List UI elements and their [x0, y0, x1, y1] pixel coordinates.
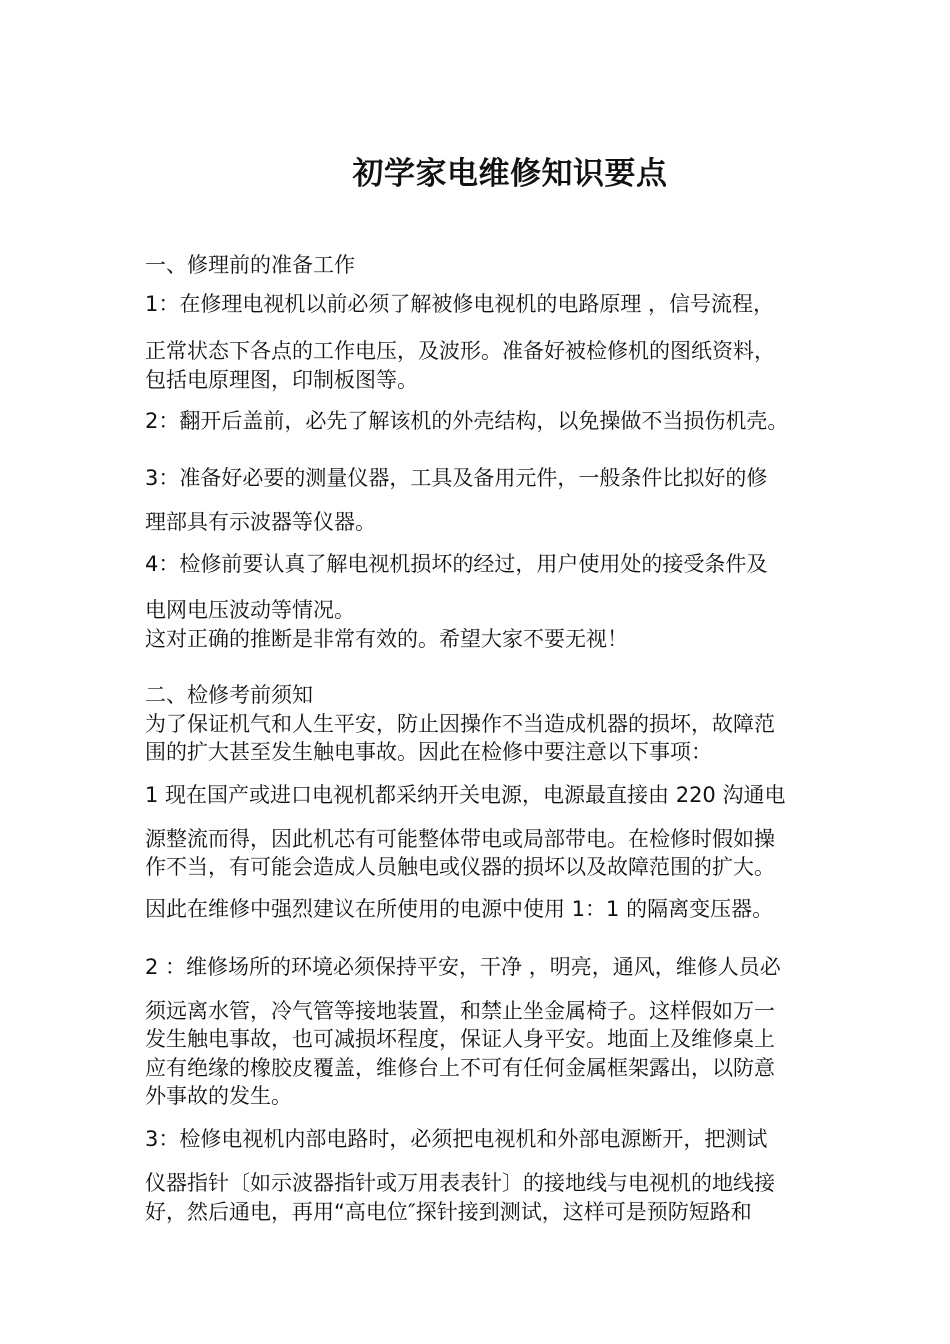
paragraph-line: 包括电原理图，印制板图等。	[145, 368, 418, 392]
paragraph-line: 这对正确的推断是非常有效的。希望大家不要无视！	[145, 627, 628, 651]
paragraph-line: 仪器指针〔如示波器指针或万用表表针〕的接地线与电视机的地线接	[145, 1171, 775, 1195]
paragraph-line: 好，然后通电，再用“高电位″探针接到测试，这样可是预防短路和	[145, 1200, 752, 1224]
paragraph-line: 应有绝缘的橡胶皮覆盖，维修台上不可有任何金属框架露出，以防意	[145, 1056, 775, 1080]
paragraph-line: 发生触电事故，也可减损坏程度，保证人身平安。地面上及维修桌上	[145, 1027, 775, 1051]
paragraph-line: 作不当，有可能会造成人员触电或仪器的损坏以及故障范围的扩大。	[145, 855, 775, 879]
paragraph-line: 须远离水管，冷气管等接地装置，和禁止坐金属椅子。这样假如万一	[145, 999, 775, 1023]
paragraph-line: 1 现在国产或进口电视机都采纳开关电源，电源最直接由 220 沟通电	[145, 783, 786, 807]
paragraph-line: 围的扩大甚至发生触电事故。因此在检修中要注意以下事项：	[145, 740, 712, 764]
paragraph-line: 3：检修电视机内部电路时，必须把电视机和外部电源断开，把测试	[145, 1127, 768, 1151]
paragraph-line: 1：在修理电视机以前必须了解被修电视机的电路原理 ，信号流程，	[145, 292, 775, 316]
paragraph-line: 外事故的发生。	[145, 1084, 292, 1108]
paragraph-line: 理部具有示波器等仪器。	[145, 510, 376, 534]
section-heading: 一、修理前的准备工作	[145, 253, 355, 277]
section-heading: 二、检修考前须知	[145, 683, 313, 707]
paragraph-line: 因此在维修中强烈建议在所使用的电源中使用 1：1 的隔离变压器。	[145, 897, 774, 921]
paragraph-line: 2：翻开后盖前，必先了解该机的外壳结构，以免操做不当损伤机壳。	[145, 409, 789, 433]
paragraph-line: 4：检修前要认真了解电视机损坏的经过，用户使用处的接受条件及	[145, 552, 768, 576]
paragraph-line: 电网电压波动等情况。	[145, 598, 355, 622]
document-title: 初学家电维修知识要点	[352, 156, 668, 192]
paragraph-line: 3：准备好必要的测量仪器，工具及备用元件，一般条件比拟好的修	[145, 466, 768, 490]
paragraph-line: 正常状态下各点的工作电压，及波形。准备好被检修机的图纸资料，	[145, 339, 775, 363]
paragraph-line: 源整流而得，因此机芯有可能整体带电或局部带电。在检修时假如操	[145, 827, 775, 851]
paragraph-line: 2 ：维修场所的环境必须保持平安，干净 ，明亮，通风，维修人员必	[145, 955, 781, 979]
paragraph-line: 为了保证机气和人生平安，防止因操作不当造成机器的损坏，故障范	[145, 712, 775, 736]
